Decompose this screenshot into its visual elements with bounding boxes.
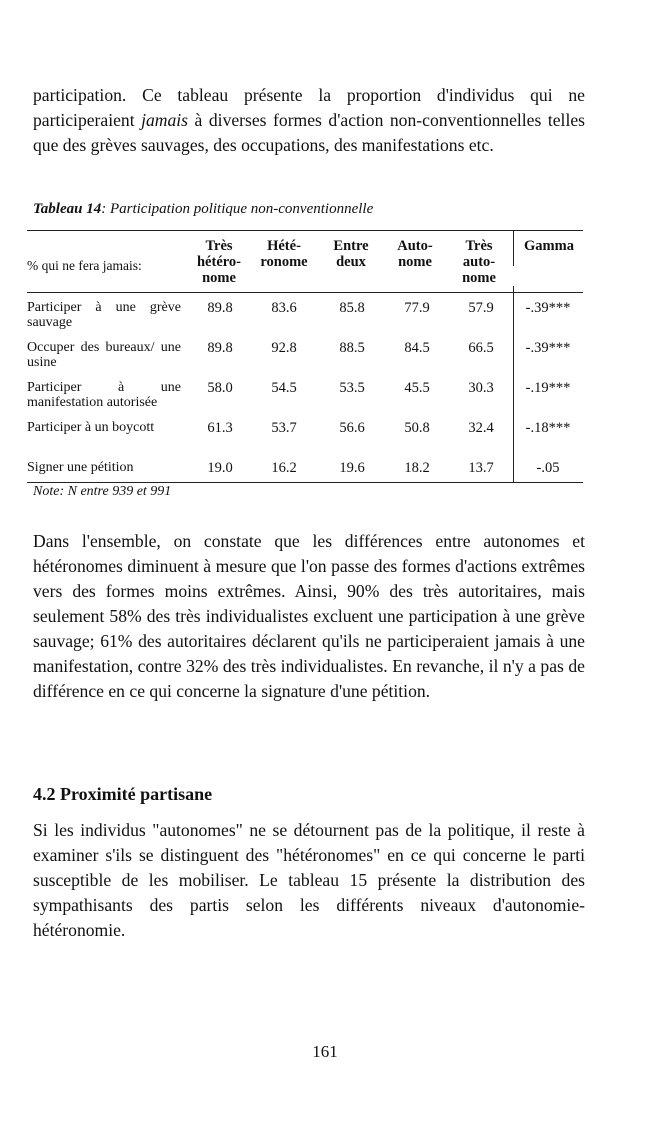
table-cell: 57.9 [468,300,494,316]
table-cell: 13.7 [468,460,494,476]
column-header: Très auto-nome [462,238,496,286]
table-cell: 61.3 [207,420,233,436]
table-cell: 66.5 [468,340,494,356]
table-cell: 88.5 [339,340,365,356]
page-number: 161 [312,1042,338,1061]
intro-paragraph [33,83,585,158]
table-cell-gamma: -.39*** [525,300,571,316]
gamma-divider-header [513,230,514,266]
table-rule-top [27,230,583,231]
table-cell-gamma: -.39*** [525,340,571,356]
table-cell: 58.0 [207,380,233,396]
table-cell: 45.5 [404,380,430,396]
column-header: Auto-nome [397,238,433,270]
table-row-label: Participer à un boycott [27,420,155,435]
caption-text: : Participation politique non-conventionnelle [101,201,374,217]
table-row-label: Occuper des bureaux/ une usine [27,340,181,370]
table-cell: 89.8 [207,340,233,356]
table-cell: 89.8 [207,300,233,316]
column-header: Très hétéro-nome [196,238,242,286]
table-cell: 84.5 [404,340,430,356]
table-cell-gamma: -.18*** [525,420,571,436]
table-cell: 92.8 [271,340,297,356]
column-header: Entre deux [333,238,369,270]
table-cell: 30.3 [468,380,494,396]
section-heading: 4.2 Proximité partisane [33,784,213,804]
column-header-gamma: Gamma [524,238,574,254]
table-row-label: Participer à une grève sauvage [27,300,181,330]
table-cell: 18.2 [404,460,430,476]
table-rule-bottom [27,482,583,483]
table-cell: 16.2 [271,460,297,476]
intro-emphasis: jamais [141,110,189,130]
table-cell-gamma: -.05 [536,460,560,476]
table-cell: 50.8 [404,420,430,436]
table-rule-header [27,292,583,293]
table-cell: 19.0 [207,460,233,476]
table-cell: 54.5 [271,380,297,396]
table-row-label: Participer à une manifestation autorisée [27,380,181,410]
table-cell: 85.8 [339,300,365,316]
table-cell: 53.5 [339,380,365,396]
data-table [27,230,583,483]
column-header: Hété-ronome [260,238,308,270]
intro-text-b: à diverses formes d'action non-conventionnelles telles que des grèves sauvages, des occupations, des manifestations etc. [33,110,585,155]
caption-label: Tableau 14 [33,201,102,217]
table-row-label: Signer une pétition [27,460,134,475]
row-header: % qui ne fera jamais: [27,258,142,273]
body-paragraph: Si les individus "autonomes" ne se détournent pas de la politique, il reste à examiner s'ils se distinguent des "hétéronomes" en ce qui concerne le parti susceptible de les mobiliser. Le tableau 15 présente la distribution des sympathisants des partis selon les différents niveaux d'autonomie-hétéronomie. [33,820,585,940]
table-cell: 19.6 [339,460,365,476]
table-cell: 32.4 [468,420,494,436]
table-cell: 53.7 [271,420,297,436]
body-paragraph: Dans l'ensemble, on constate que les différences entre autonomes et hétéronomes diminuent à mesure que l'on passe des formes d'actions extrêmes vers des formes moins extrêmes. Ainsi, 90% des très autoritaires, mais seulement 58% des très individualistes excluent une participation à une grève sauvage; 61% des autoritaires déclarent qu'ils ne participeraient jamais à une manifestation, contre 32% des très individualistes. En revanche, il n'y a pas de différence en ce qui concerne la signature d'une pétition. [33,531,585,701]
table-cell: 83.6 [271,300,297,316]
table-caption [33,201,373,218]
intro-text-a: participation. Ce tableau présente la proportion d'individus qui ne participeraient [33,85,585,130]
table-cell: 56.6 [339,420,365,436]
table-cell-gamma: -.19*** [525,380,571,396]
table-note: Note: N entre 939 et 991 [33,484,172,499]
table-cell: 77.9 [404,300,430,316]
